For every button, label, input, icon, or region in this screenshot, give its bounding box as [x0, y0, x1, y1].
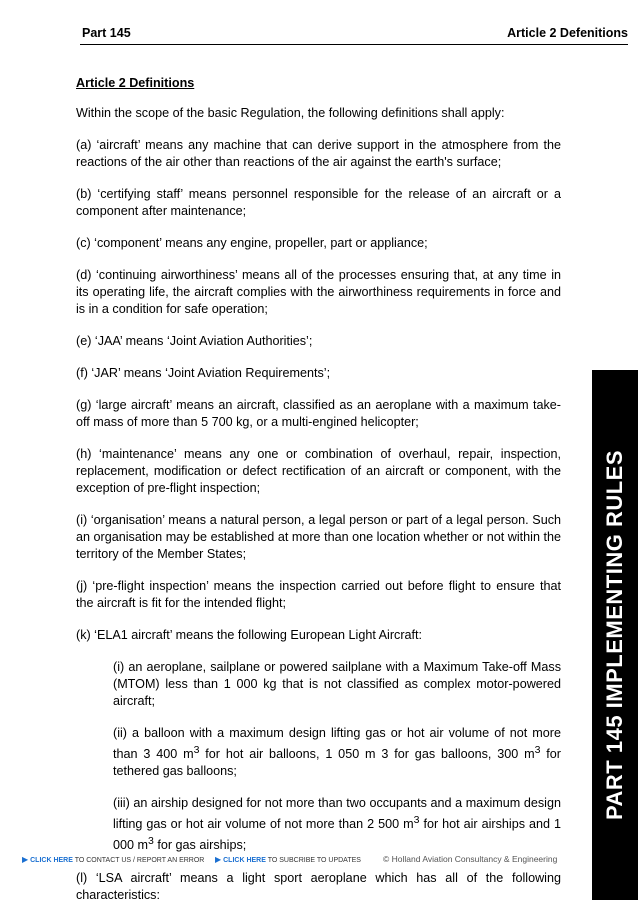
subscribe-link[interactable]: ▶ CLICK HERE TO SUBCRIBE TO UPDATES	[215, 855, 361, 864]
definition-k-item-iii: (iii) an airship designed for not more than two occupants and a maximum design lifting gas or hot air volume of not more than 2 500 $m^3$ for hot air airships and 1 000 $m^3$ for gas airships;	[113, 796, 562, 853]
definition-f: (f) ‘JAR’ means ‘Joint Aviation Requirements’;	[76, 366, 331, 380]
triangle-right-icon: ▶	[215, 855, 222, 864]
definition-i: (i) ‘organisation’ means a natural person, a legal person or part of a legal person. Such an organisation may be established at more than one location whether or not within the territory of the Member States;	[76, 513, 561, 561]
page-footer	[22, 855, 567, 869]
definition-g: (g) ‘large aircraft’ means an aircraft, classified as an aeroplane with a maximum take-off mass of more than 5 700 kg, or a multi-engined helicopter;	[76, 398, 561, 429]
intro-paragraph: Within the scope of the basic Regulation, the following definitions shall apply:	[76, 106, 505, 120]
definition-k-item-ii: (ii) a balloon with a maximum design lifting gas or hot air volume of not more than 3 400 $m^3$ for hot air balloons, 1 050 m 3 for gas balloons, 300 $m^3$ for tethered gas balloons;	[113, 726, 562, 779]
sidebar-tab	[592, 370, 638, 900]
superscript: 3	[148, 835, 154, 848]
definition-h: (h) ‘maintenance’ means any one or combination of overhaul, repair, inspection, replacement, modification or defect rectification of an aircraft or component, with the exception of pre-flight inspection;	[76, 447, 561, 495]
sidebar-label: PART 145 IMPLEMENTING RULES	[602, 449, 627, 821]
superscript: 3	[413, 814, 420, 827]
definition-d: (d) ‘continuing airworthiness’ means all of the processes ensuring that, at any time in its operating life, the aircraft complies with the airworthiness requirements in force and is in a condition for safe operation;	[76, 268, 561, 316]
definition-l: (l) ‘LSA aircraft’ means a light sport aeroplane which has all of the following characteristics:	[76, 870, 561, 902]
contact-link[interactable]: ▶ CLICK HERE TO CONTACT US / REPORT AN ERROR	[22, 855, 205, 864]
copyright-text: © Holland Aviation Consultancy & Engineering	[383, 854, 558, 864]
article-title: Article 2 Definitions	[76, 76, 195, 90]
definition-k-item-i: (i) an aeroplane, sailplane or powered sailplane with a Maximum Take-off Mass (MTOM) less than 1 000 kg that is not classified as complex motor-powered aircraft;	[113, 660, 561, 708]
definition-a: (a) ‘aircraft’ means any machine that can derive support in the atmosphere from the reactions of the air other than reactions of the air against the earth's surface;	[76, 138, 561, 169]
superscript: 3	[193, 744, 200, 756]
definition-c: (c) ‘component’ means any engine, propeller, part or appliance;	[76, 236, 428, 250]
page-header	[80, 24, 628, 45]
document-body	[76, 75, 561, 919]
definition-j: (j) ‘pre-flight inspection’ means the inspection carried out before flight to ensure that the aircraft is fit for the intended flight;	[76, 579, 561, 610]
triangle-right-icon: ▶	[22, 855, 29, 864]
definition-e: (e) ‘JAA’ means ‘Joint Aviation Authorities’;	[76, 334, 313, 348]
header-part-label: Part 145	[82, 26, 131, 40]
superscript: 3	[534, 744, 541, 756]
definition-b: (b) ‘certifying staff’ means personnel responsible for the release of an aircraft or a component after maintenance;	[76, 187, 561, 218]
header-article-label: Article 2 Defenitions	[507, 26, 628, 40]
definition-k: (k) ‘ELA1 aircraft’ means the following European Light Aircraft:	[76, 628, 423, 642]
